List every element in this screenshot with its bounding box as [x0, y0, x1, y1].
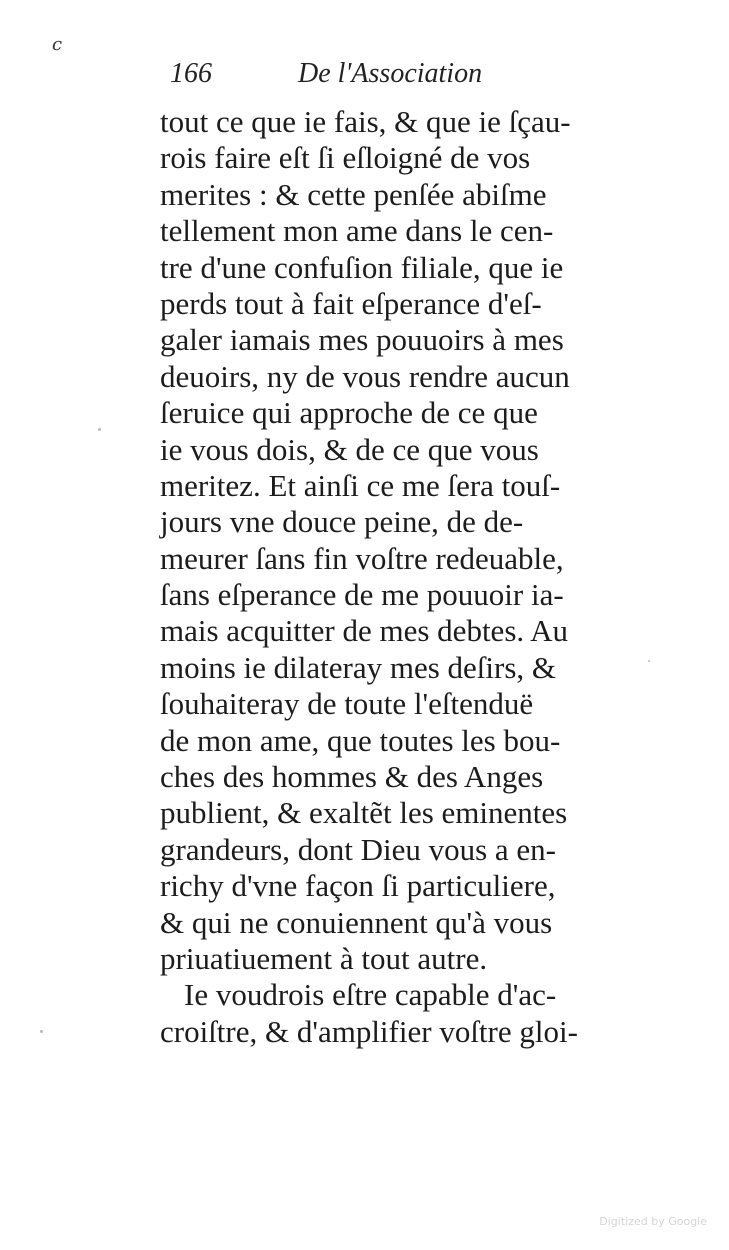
paper-speck: [648, 660, 650, 662]
digitization-watermark: Digitized by Google: [599, 1215, 707, 1228]
text-line: galer iamais mes pouuoirs à mes: [160, 322, 564, 358]
text-line: deuoirs, ny de vous rendre aucun: [160, 358, 570, 394]
text-line: tre d'une confuſion filiale, que ie: [160, 249, 564, 285]
text-line-paragraph-start: Ie voudrois eſtre capable d'ac-: [184, 977, 557, 1013]
page-number: 166: [170, 58, 212, 89]
text-line: grandeurs, dont Dieu vous a en-: [160, 831, 557, 867]
text-line: rois faire eſt ſi eſloigné de vos: [160, 140, 531, 176]
text-line: meritez. Et ainſi ce me ſera touſ-: [160, 467, 561, 503]
running-head: [164, 58, 644, 98]
text-line: moins ie dilateray mes deſirs, &: [160, 649, 557, 685]
text-line: ſeruice qui approche de ce que: [160, 395, 538, 431]
text-line: mais acquitter de mes debtes. Au: [160, 613, 569, 649]
running-title: De l'Association: [298, 58, 483, 89]
text-line: ſans eſperance de me pouuoir ia-: [160, 577, 564, 613]
text-line: tellement mon ame dans le cen-: [160, 213, 554, 249]
text-line: & qui ne conuiennent qu'à vous: [160, 904, 553, 940]
text-line: perds tout à fait eſperance d'eſ-: [160, 285, 542, 321]
text-line: jours vne douce peine, de de-: [160, 504, 524, 540]
paper-speck: [40, 1030, 43, 1033]
text-line: richy d'vne façon ſi particuliere,: [160, 868, 556, 904]
text-line: priuatiuement à tout autre.: [160, 940, 488, 976]
text-line: ches des hommes & des Anges: [160, 759, 544, 795]
text-line: croiſtre, & d'amplifier voſtre gloi-: [160, 1013, 578, 1049]
paper-speck: [98, 428, 101, 431]
text-line: merites : & cette penſée abiſme: [160, 176, 547, 212]
body-text: [160, 104, 640, 1050]
text-line: ſouhaiteray de toute l'eſtenduë: [160, 686, 534, 722]
text-line: de mon ame, que toutes les bou-: [160, 722, 561, 758]
text-line: publient, & exaltẽt les eminentes: [160, 795, 568, 831]
margin-mark: c: [52, 34, 63, 55]
text-line: tout ce que ie fais, & que ie ſçau-: [160, 104, 571, 139]
text-line: ie vous dois, & de ce que vous: [160, 431, 539, 467]
text-line: meurer ſans fin voſtre redeuable,: [160, 540, 564, 576]
